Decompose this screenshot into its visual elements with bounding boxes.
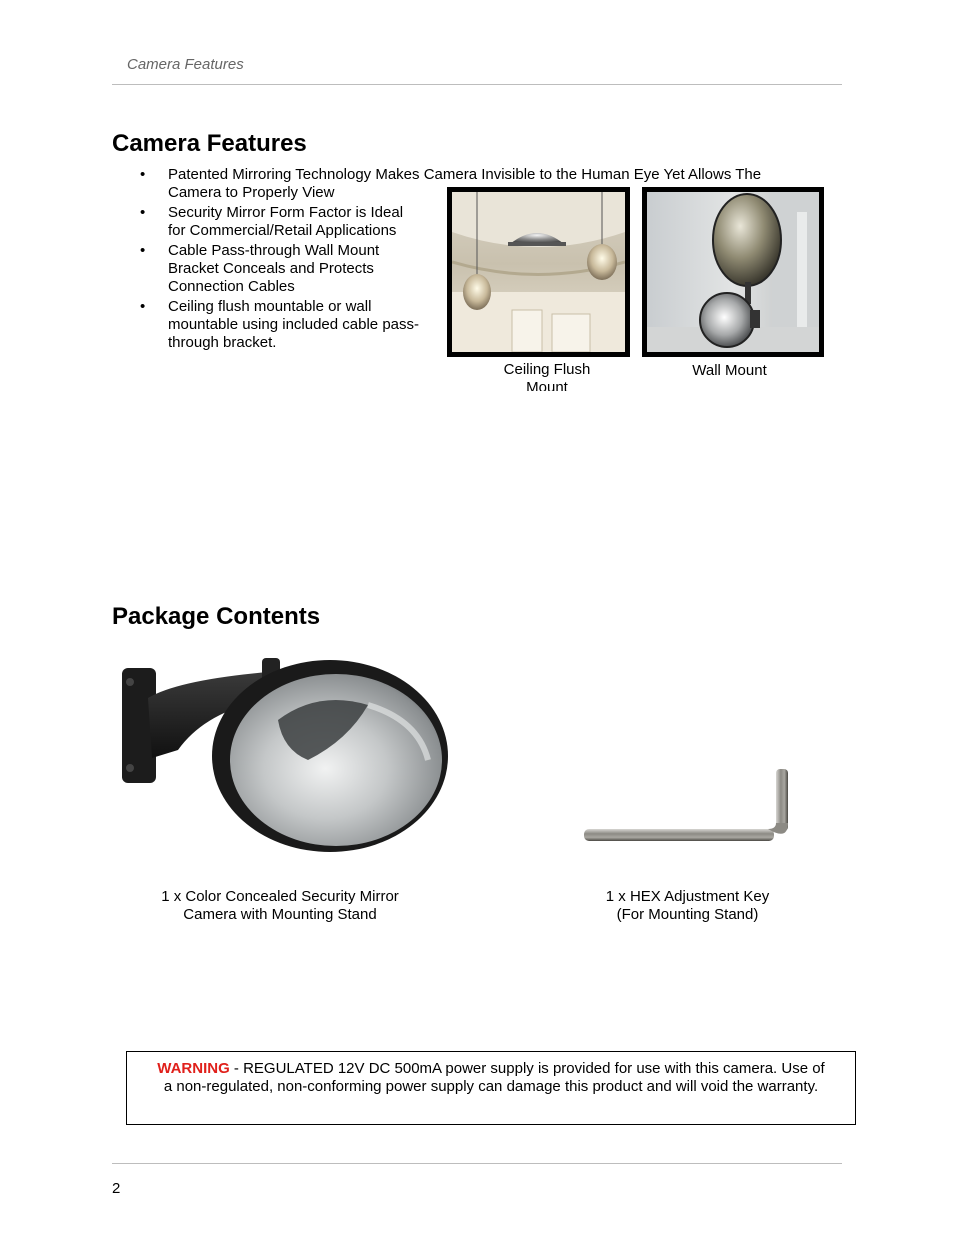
- bullet-icon: •: [140, 298, 146, 315]
- bullet-icon: •: [140, 204, 146, 221]
- feature-bullet: • Cable Pass-through Wall Mount Bracket Conceals and Protects Connection Cables: [140, 242, 380, 295]
- mirror-camera-image: [118, 650, 453, 855]
- wall-mount-caption: Wall Mount: [692, 362, 767, 379]
- ceiling-mount-caption: Ceiling Flush Mount: [503, 361, 591, 391]
- ceiling-mount-image: [452, 192, 625, 352]
- warning-text-line2: a non-regulated, non-conforming power supply can damage this product and will void the warranty.: [163, 1078, 819, 1095]
- package-item-camera-caption: 1 x Color Concealed Security Mirror Camera with Mounting Stand: [161, 888, 399, 923]
- bullet-icon: •: [140, 242, 146, 259]
- bullet-icon: •: [140, 166, 146, 183]
- wall-mount-image: [647, 192, 819, 352]
- ceiling-mount-photo: [447, 187, 630, 357]
- header-rule: [112, 84, 842, 85]
- hex-key-photo: [580, 765, 795, 847]
- section-title-features: Camera Features: [112, 130, 307, 157]
- page-number: 2: [112, 1180, 121, 1197]
- warning-box: [126, 1051, 856, 1125]
- wall-mount-photo: [642, 187, 824, 357]
- running-header: Camera Features: [127, 56, 244, 73]
- feature-bullet: • Patented Mirroring Technology Makes Camera Invisible to the Human Eye Yet Allows The Camera to Properly View: [140, 166, 762, 201]
- feature-bullet: • Security Mirror Form Factor is Ideal for Commercial/Retail Applications: [140, 204, 404, 239]
- feature-bullet: • Ceiling flush mountable or wall mountable using included cable pass- through bracket.: [140, 298, 419, 351]
- hex-key-image: [580, 765, 795, 847]
- mirror-camera-photo: [118, 650, 453, 855]
- section-title-package: Package Contents: [112, 603, 321, 630]
- warning-text: - REGULATED 12V DC 500mA power supply is provided for use with this camera. Use of: [229, 1060, 825, 1077]
- warning-label: WARNING: [157, 1060, 230, 1077]
- package-item-hex-key-caption: 1 x HEX Adjustment Key (For Mounting Stand): [605, 888, 770, 923]
- footer-rule: [112, 1163, 842, 1164]
